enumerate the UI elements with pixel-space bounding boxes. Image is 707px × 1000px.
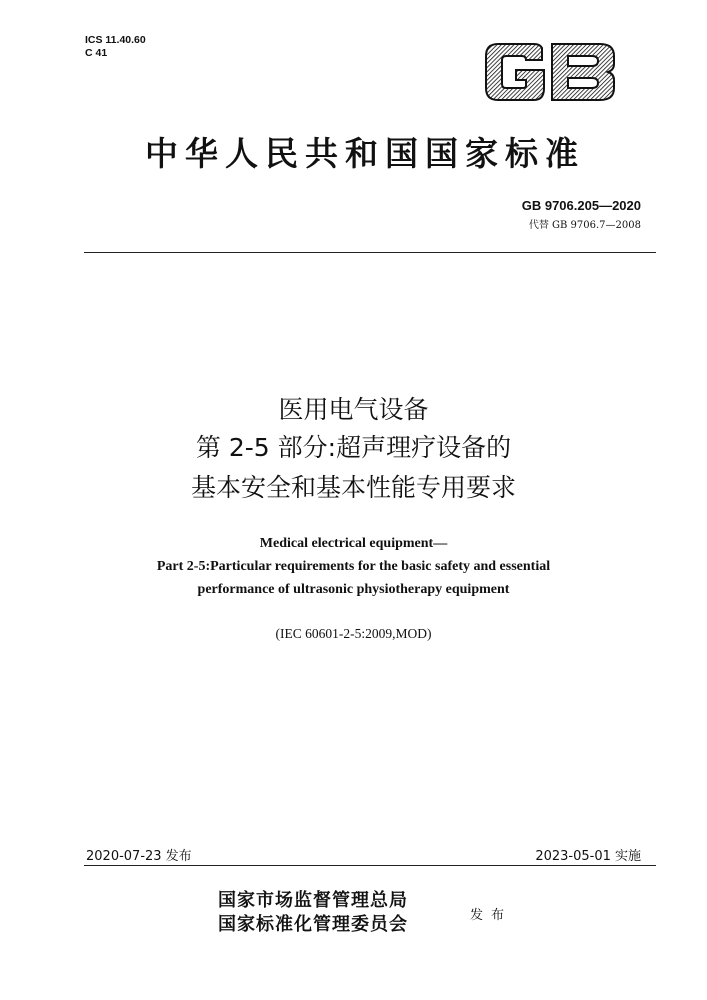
issuer-line-2: 国家标准化管理委员会 [218,914,408,935]
issuer-line-1: 国家市场监督管理总局 [218,890,408,911]
title-cn-line-3: 基本安全和基本性能专用要求 [190,473,516,502]
iec-reference: (IEC 60601-2-5:2009,MOD) [275,626,432,641]
top-divider [84,252,656,253]
gb-logo [480,40,620,104]
bottom-divider [84,865,656,866]
classification-codes [85,34,146,60]
implementation-date: 2023-05-01 实施 [535,849,641,864]
title-en-line-2: Part 2-5:Particular requirements for the basic safety and essential [156,559,551,574]
ics-code: ICS 11.40.60 [85,34,146,46]
standard-type-title: 中华人民共和国国家标准 [145,134,585,173]
replaces-standard: 代替 GB 9706.7—2008 [528,220,641,231]
title-cn-line-2: 第 2-5 部分:超声理疗设备的 [195,433,512,462]
ccs-code: C 41 [85,47,108,59]
title-en-line-3: performance of ultrasonic physiotherapy equipment [197,582,510,597]
issue-action: 发布 [470,908,513,923]
issue-date: 2020-07-23 发布 [86,849,192,864]
title-cn-line-1: 医用电气设备 [278,395,429,424]
title-en-line-1: Medical electrical equipment— [259,536,448,551]
standard-number: GB 9706.205—2020 [521,198,641,213]
